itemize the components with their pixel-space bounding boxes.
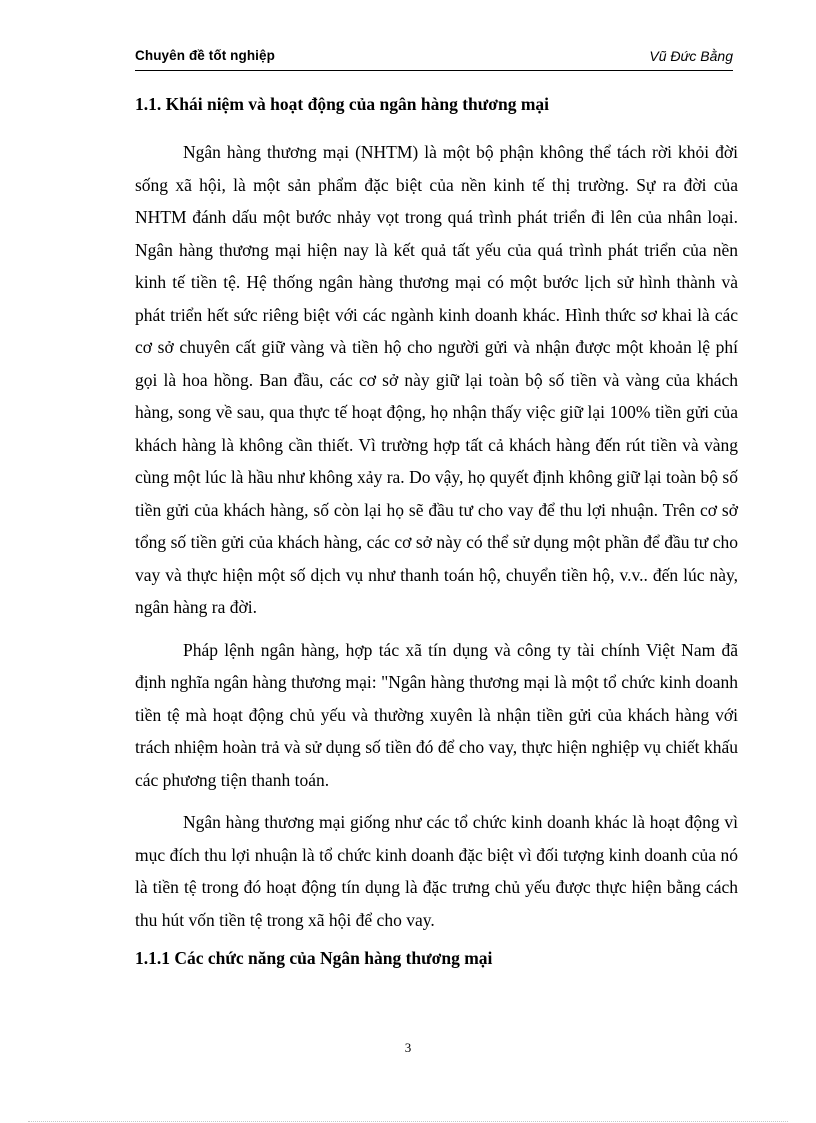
page-header	[135, 48, 733, 71]
page-content	[135, 92, 738, 970]
subsection-heading: 1.1.1 Các chức năng của Ngân hàng thương mại	[135, 948, 493, 968]
paragraph-history: Ngân hàng thương mại (NHTM) là một bộ phận không thể tách rời khỏi đời sống xã hội, là một sản phẩm đặc biệt của nền kinh tế thị trường. Sự ra đời của NHTM đánh dấu một bước nhảy vọt trong quá trình phát triển đi lên của nhân loại. Ngân hàng thương mại hiện nay là kết quả tất yếu của quá trình phát triển của nền kinh tế tiền tệ. Hệ thống ngân hàng thương mại có một bước lịch sử hình thành và phát triển hết sức riêng biệt với các ngành kinh doanh khác. Hình thức sơ khai là các cơ sở chuyên cất giữ vàng và tiền hộ cho người gửi và nhận được một khoản lệ phí gọi là hoa hồng. Ban đầu, các cơ sở này giữ lại toàn bộ số tiền và vàng của khách hàng, song về sau, qua thực tế hoạt động, họ nhận thấy việc giữ lại 100% tiền gửi của khách hàng là không cần thiết. Vì trường hợp tất cả khách hàng đến rút tiền và vàng cùng một lúc là hầu như không xảy ra. Do vậy, họ quyết định không giữ lại toàn bộ số tiền gửi của khách hàng, số còn lại họ sẽ đầu tư cho vay để thu lợi nhuận. Trên cơ sở tổng số tiền gửi của khách hàng, các cơ sở này có thể sử dụng một phần để đầu tư cho vay và thực hiện một số dịch vụ như thanh toán hộ, chuyển tiền hộ, v.v.. đến lúc này, ngân hàng ra đời.	[135, 142, 738, 617]
document-title: Chuyên đề tốt nghiệp	[135, 48, 275, 63]
author-name: Vũ Đức Bằng	[649, 48, 733, 64]
section-heading: 1.1. Khái niệm và hoạt động của ngân hàng thương mại	[135, 94, 550, 114]
paragraph-characteristics: Ngân hàng thương mại giống như các tổ chức kinh doanh khác là hoạt động vì mục đích thu lợi nhuận là tổ chức kinh doanh đặc biệt vì đối tượng kinh doanh của nó là tiền tệ trong đó hoạt động tín dụng là đặc trưng chủ yếu được thực hiện bằng cách thu hút vốn tiền tệ trong xã hội để cho vay.	[135, 812, 738, 930]
paragraph-definition: Pháp lệnh ngân hàng, hợp tác xã tín dụng và công ty tài chính Việt Nam đã định nghĩa ngân hàng thương mại: "Ngân hàng thương mại là một tổ chức kinh doanh tiền tệ mà hoạt động chủ yếu và thường xuyên là nhận tiền gửi của khách hàng với trách nhiệm hoàn trả và sử dụng số tiền đó để cho vay, thực hiện nghiệp vụ chiết khấu các phương tiện thanh toán.	[135, 639, 738, 790]
page-bottom-divider	[28, 1121, 788, 1122]
page-number: 3	[404, 1040, 412, 1055]
